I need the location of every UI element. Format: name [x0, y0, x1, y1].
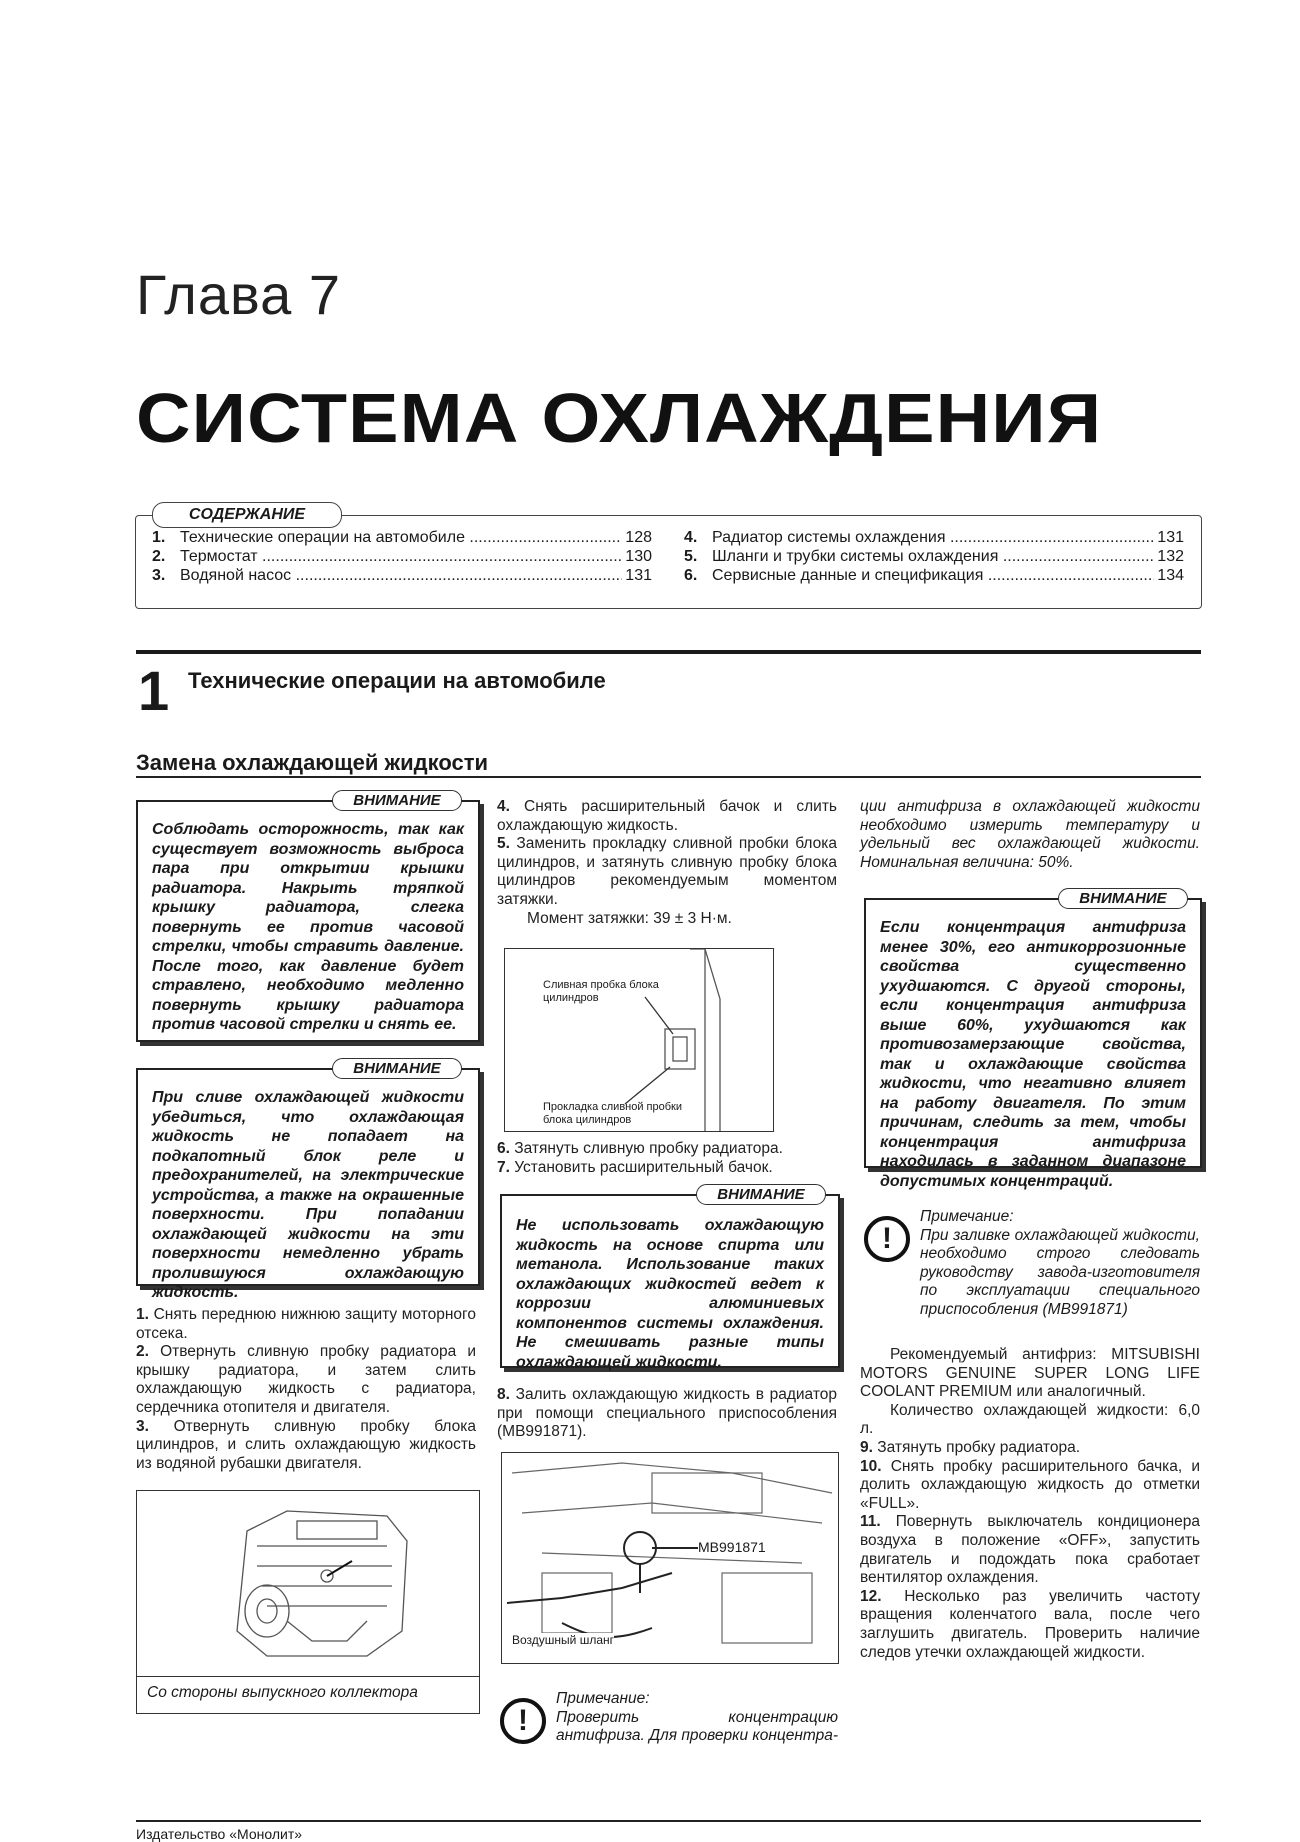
note-1	[556, 1690, 838, 1746]
tool-code-label: MB991871	[698, 1539, 766, 1555]
warning-exclamation-icon: !	[864, 1216, 910, 1262]
section-number: 1	[138, 659, 170, 722]
warning-exclamation-icon: !	[500, 1698, 546, 1744]
warning-text-3: Не использовать охлаждающую жидкость на основе спирта или метанола. Использование таких охлаждающих жидкостей ведет к коррозии алюминиевых компонентов системы охлаждения. Не смешивать разные типы охлаждающей жидкости.	[516, 1217, 824, 1371]
toc-item[interactable]: 5. Шланги и трубки системы охлаждения ..... 132	[684, 547, 1184, 566]
note-1-title: Примечание:	[556, 1690, 650, 1707]
torque-spec: Момент затяжки: 39 ± 3 Н·м.	[527, 909, 732, 927]
coolant-quantity: Количество охлаждающей жидкости: 6,0 л.	[860, 1401, 1200, 1438]
warning-label-1: ВНИМАНИЕ	[332, 790, 462, 811]
warning-box-1	[136, 800, 480, 1042]
subsection-title: Замена охлаждающей жидкости	[136, 750, 489, 775]
warning-box-2	[136, 1068, 480, 1301]
list-item: 10. Снять пробку расширительного бачка, и долить охлаждающую жидкость до отметки «FULL».	[860, 1457, 1200, 1512]
warning-box-4	[864, 898, 1202, 1190]
figure-caption-1: Со стороны выпускного коллектора	[147, 1684, 418, 1701]
air-hose-label: Воздушный шланг	[512, 1633, 615, 1647]
toc-item[interactable]: 4. Радиатор системы охлаждения ..... 131	[684, 528, 1184, 547]
list-item: 4. Снять расширительный бачок и слить охлаждающую жидкость.	[497, 798, 837, 834]
steps-column-3	[860, 1346, 1200, 1662]
toc-item[interactable]: 1. Технические операции на автомобиле ..... 128	[152, 528, 652, 547]
toc-item[interactable]: 6. Сервисные данные и спецификация ..... 134	[684, 566, 1184, 585]
publisher-footer: Издательство «Монолит»	[136, 1826, 303, 1842]
column-3-top-text: ции антифриза в охлаждающей жидкости необходимо измерить температуру и удельный вес охлаждающей жидкости. Номинальная величина: 50%.	[860, 798, 1200, 871]
warning-label-4: ВНИМАНИЕ	[1058, 888, 1188, 909]
engine-illustration	[137, 1491, 479, 1671]
steps-column-2b	[497, 1140, 837, 1177]
section-rule	[136, 650, 1201, 654]
list-item: 1. Снять переднюю нижнюю защиту моторного отсека.	[136, 1306, 476, 1342]
warning-text-1: Соблюдать осторожность, так как существует возможность выброса пара при открытии крышки радиатора. Накрыть тряпкой крышку радиатора, слегка повернуть ее против часовой стрелки, чтобы стравить давление. После того, как давление будет стравлено, необходимо медленно повернуть крышку радиатора против часовой стрелки и снять ее.	[152, 821, 464, 1033]
section-title: Технические операции на автомобиле	[188, 668, 606, 693]
warning-label-3: ВНИМАНИЕ	[696, 1184, 826, 1205]
list-item: 3. Отвернуть сливную пробку блока цилиндров, и слить охлаждающую жидкость из водяной рубашки двигателя.	[136, 1417, 476, 1472]
contents-column-right	[684, 528, 1184, 585]
footer-rule	[136, 1820, 1201, 1822]
list-item: 2. Отвернуть сливную пробку радиатора и крышку радиатора, и затем слить охлаждающую жидкость с радиатора, сердечника отопителя и двигателя.	[136, 1343, 476, 1416]
step-8	[497, 1386, 837, 1442]
note-2	[920, 1208, 1200, 1320]
figure-label-drain-plug: Сливная пробка блока цилиндров	[543, 979, 659, 1004]
list-item: 9. Затянуть пробку радиатора.	[860, 1438, 1081, 1456]
contents-label: СОДЕРЖАНИЕ	[152, 502, 342, 528]
note-1-text: Проверить концентрацию антифриза. Для проверки концентра-	[556, 1708, 839, 1745]
figure-engine-exhaust-side	[136, 1490, 480, 1714]
chapter-title: СИСТЕМА ОХЛАЖДЕНИЯ	[136, 379, 1103, 457]
figure-block-drain-plug	[504, 948, 774, 1132]
warning-label-2: ВНИМАНИЕ	[332, 1058, 462, 1079]
note-2-title: Примечание:	[920, 1208, 1014, 1225]
recommended-antifreeze: Рекомендуемый антифриз: MITSUBISHI MOTORS GENUINE SUPER LONG LIFE COOLANT PREMIUM или аналогичный.	[860, 1346, 1200, 1401]
note-2-text: При заливке охлаждающей жидкости, необходимо строго следовать руководству завода-изготовителя по эксплуатации специального приспособления (MB991871)	[920, 1226, 1200, 1318]
list-item: 6. Затянуть сливную пробку радиатора.	[497, 1140, 783, 1157]
list-item: 8. Залить охлаждающую жидкость в радиатор при помощи специального приспособления (MB991871).	[497, 1386, 837, 1441]
steps-column-1	[136, 1306, 476, 1473]
steps-column-2a	[497, 798, 837, 928]
warning-box-3	[500, 1194, 840, 1371]
list-item: 12. Несколько раз увеличить частоту вращения коленчатого вала, после чего заглушить двигатель. Проверить наличие следов утечки охлаждающей жидкости.	[860, 1587, 1200, 1661]
figure-label-gasket: Прокладка сливной пробки блока цилиндров	[543, 1101, 683, 1126]
warning-text-4: Если концентрация антифриза менее 30%, его антикоррозионные свойства существенно ухудшаются. С другой стороны, если концентрация антифриза выше 60%, ухудшаются как противозамерзающие свойства, так и охлаждающие свойства жидкости, что негативно влияет на работу двигателя. По этим причинам, следить за тем, чтобы концентрация антифриза находилась в заданном диапазоне допустимых концентраций.	[880, 919, 1186, 1190]
list-item: 5. Заменить прокладку сливной пробки блока цилиндров, и затянуть сливную пробку блока цилиндров рекомендуемым моментом затяжки.	[497, 835, 837, 908]
figure-coolant-filling-tool	[501, 1452, 839, 1664]
filling-tool-illustration	[502, 1453, 838, 1663]
list-item: 11. Повернуть выключатель кондиционера воздуха в положение «OFF», запустить двигатель и подождать пока сработает вентилятор охлаждения.	[860, 1513, 1200, 1587]
warning-text-2: При сливе охлаждающей жидкости убедиться, что охлаждающая жидкость не попадает на подкапотный блок реле и предохранителей, на электрические устройства, а также на окрашенные поверхности. При попадании охлаждающей жидкости на эти поверхности немедленно убрать пролившуюся охлаждающую жидкость.	[152, 1089, 464, 1301]
toc-item[interactable]: 2. Термостат ..... 130	[152, 547, 652, 566]
subsection-rule	[136, 776, 1201, 778]
chapter-label: Глава 7	[136, 263, 341, 326]
toc-item[interactable]: 3. Водяной насос ..... 131	[152, 566, 652, 585]
list-item: 7. Установить расширительный бачок.	[497, 1158, 773, 1176]
contents-column-left	[152, 528, 652, 585]
